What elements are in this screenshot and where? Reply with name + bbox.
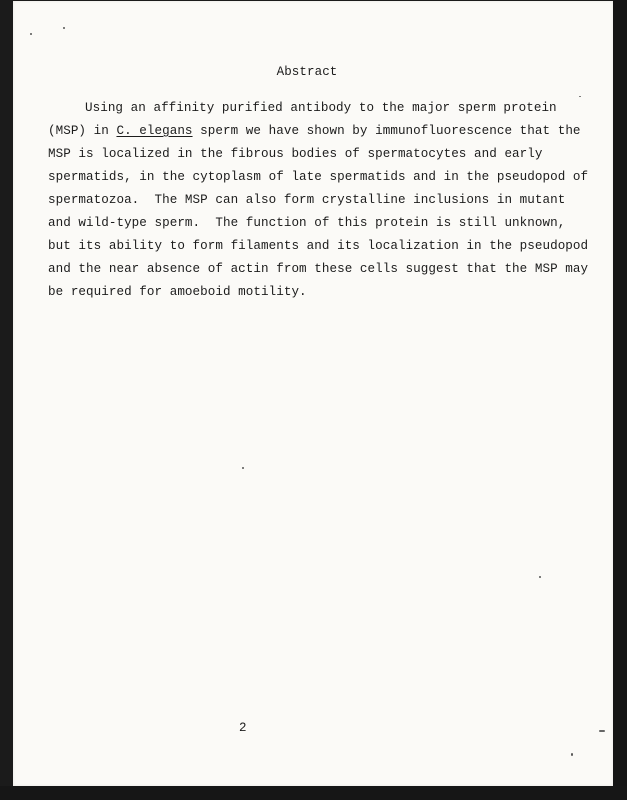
abstract-line-1: Using an affinity purified antibody to the major sperm protein	[85, 101, 557, 115]
dust-speck	[539, 576, 541, 578]
abstract-line-9: be required for amoeboid motility.	[48, 285, 307, 299]
dust-speck	[30, 33, 32, 35]
abstract-body	[48, 97, 589, 304]
paper-sheet	[13, 1, 613, 786]
dust-speck	[571, 753, 573, 756]
abstract-line-7: but its ability to form filaments and its localization in the pseudopod	[48, 239, 589, 253]
species-name: C. elegans	[116, 124, 193, 138]
abstract-line-2-end: sperm we have shown by immunofluorescence that the	[192, 124, 581, 138]
abstract-line-5: spermatozoa. The MSP can also form crystalline inclusions in mutant	[48, 193, 566, 207]
abstract-line-6: and wild-type sperm. The function of this protein is still unknown,	[48, 216, 566, 230]
dust-speck	[579, 96, 581, 97]
abstract-line-8: and the near absence of actin from these cells suggest that the MSP may	[48, 262, 589, 276]
abstract-line-2-start: (MSP) in	[48, 124, 117, 138]
dust-speck	[599, 730, 605, 732]
scan-edge-right	[613, 0, 627, 800]
dust-speck	[242, 467, 244, 469]
dust-speck	[63, 27, 65, 29]
abstract-line-3: MSP is localized in the fibrous bodies of spermatocytes and early	[48, 147, 543, 161]
scan-edge-bottom	[0, 786, 627, 800]
abstract-heading: Abstract	[276, 65, 338, 79]
page-number: 2	[239, 721, 247, 735]
abstract-line-2	[48, 120, 581, 143]
abstract-line-4: spermatids, in the cytoplasm of late spermatids and in the pseudopod of	[48, 170, 589, 184]
